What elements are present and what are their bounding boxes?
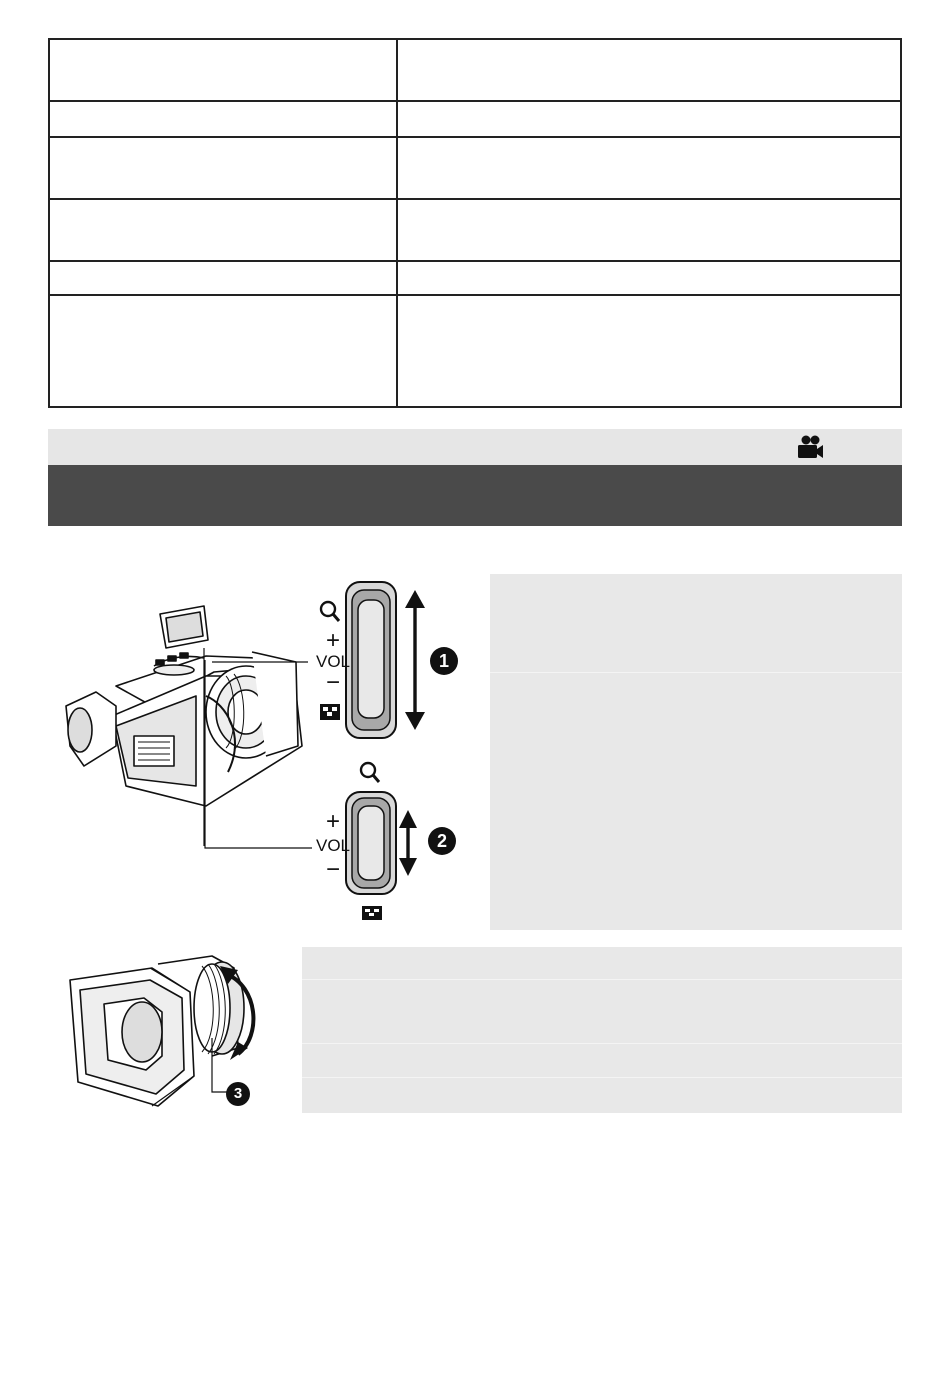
- checker-icon: [362, 906, 382, 920]
- vol-label: VOL: [315, 652, 351, 671]
- panel-divider: [302, 1077, 902, 1078]
- double-arrow-icon: [399, 810, 417, 876]
- callout-2: 2: [428, 827, 456, 855]
- plus-label: +: [325, 627, 340, 654]
- vol-label: VOL: [315, 836, 351, 855]
- table-cell: [49, 199, 397, 261]
- table-row: [49, 295, 901, 407]
- table-cell: [49, 295, 397, 407]
- table-cell: [397, 295, 901, 407]
- table-cell: [397, 199, 901, 261]
- spec-table: [48, 38, 902, 408]
- panel-divider: [302, 979, 902, 980]
- panel-divider: [302, 1043, 902, 1044]
- description-panel-zoom-lever: [490, 574, 902, 930]
- lever-body: [346, 582, 396, 738]
- minus-label: −: [325, 856, 340, 883]
- panel-divider: [490, 672, 902, 673]
- minus-label: −: [325, 669, 340, 696]
- description-panel-zoom-ring: [302, 947, 902, 1113]
- lever-body: [346, 792, 396, 894]
- movie-camera-icon: [796, 434, 824, 460]
- magnifier-icon: [361, 763, 379, 782]
- top-rule: [0, 0, 950, 1]
- lever-leader-line: [200, 660, 320, 860]
- table-cell: [49, 101, 397, 137]
- table-row: [49, 39, 901, 101]
- table-row: [49, 137, 901, 199]
- plus-label: +: [325, 808, 340, 835]
- table-row: [49, 101, 901, 137]
- double-arrow-icon: [405, 590, 425, 730]
- callout-1: 1: [430, 647, 458, 675]
- table-row: [49, 261, 901, 295]
- checker-icon: [320, 704, 340, 720]
- section-title-band: [48, 465, 902, 526]
- table-cell: [397, 137, 901, 199]
- table-header-left: [49, 39, 397, 101]
- table-cell: [49, 137, 397, 199]
- callout-3: 3: [226, 1082, 250, 1106]
- table-header-right: [397, 39, 901, 101]
- magnifier-icon: [321, 602, 339, 621]
- section-bar: [48, 429, 902, 465]
- table-cell: [49, 261, 397, 295]
- table-cell: [397, 261, 901, 295]
- table-row: [49, 199, 901, 261]
- lens-zoom-ring-illustration: [62, 952, 282, 1112]
- table-cell: [397, 101, 901, 137]
